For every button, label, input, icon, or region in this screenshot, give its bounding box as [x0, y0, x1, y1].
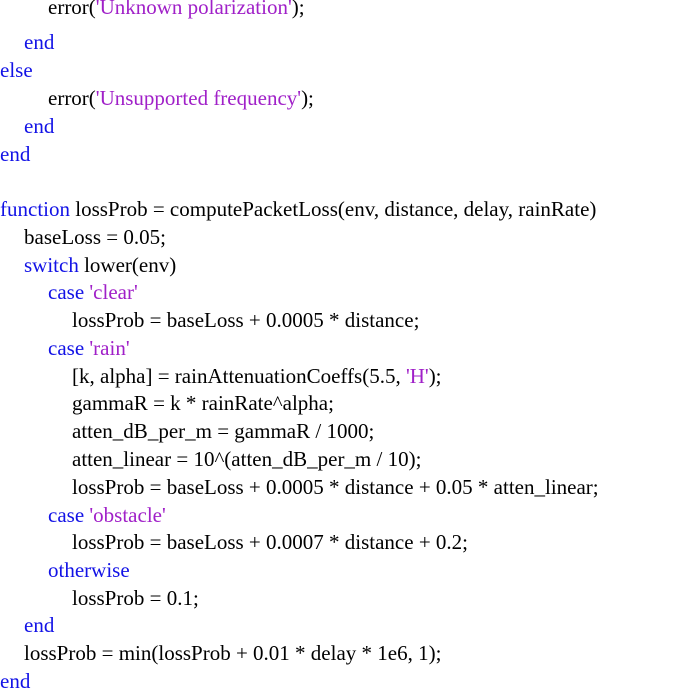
code-keyword: end — [0, 142, 31, 166]
code-string: 'rain' — [89, 336, 130, 360]
code-line — [0, 196, 596, 222]
code-keyword: otherwise — [48, 558, 130, 582]
code-line — [48, 0, 305, 20]
code-line — [24, 113, 54, 139]
code-line — [72, 307, 419, 333]
code-line — [72, 446, 421, 472]
code-text: atten_dB_per_m = gammaR / 1000; — [72, 419, 375, 443]
code-text: ); — [291, 0, 305, 19]
code-keyword: end — [0, 669, 31, 693]
code-line — [72, 529, 468, 555]
code-string: 'clear' — [89, 280, 138, 304]
code-keyword: else — [0, 58, 33, 82]
code-line — [24, 224, 166, 250]
code-keyword: case — [48, 280, 90, 304]
code-line — [24, 640, 441, 666]
code-line — [72, 390, 334, 416]
code-string: 'Unsupported frequency' — [95, 86, 302, 110]
code-keyword: switch — [24, 253, 79, 277]
code-line — [24, 29, 54, 55]
code-text: lossProb = baseLoss + 0.0007 * distance + 0.2; — [72, 530, 469, 554]
code-line — [48, 279, 138, 305]
code-line — [0, 57, 33, 83]
code-string: 'H' — [405, 364, 429, 388]
code-text: baseLoss = 0.05; — [24, 225, 166, 249]
code-line — [72, 363, 442, 389]
code-line — [0, 668, 30, 694]
code-line — [48, 557, 130, 583]
code-string: 'Unknown polarization' — [95, 0, 292, 19]
code-line — [24, 252, 176, 278]
code-text: gammaR = k * rainRate^alpha; — [72, 391, 334, 415]
code-line — [72, 474, 599, 500]
code-line — [72, 585, 199, 611]
code-text: lossProb = 0.1; — [72, 586, 199, 610]
code-line — [48, 502, 166, 528]
code-text: lossProb = min(lossProb + 0.01 * delay * 1e6, 1); — [24, 641, 442, 665]
code-text: lower(env) — [78, 253, 177, 277]
code-line — [48, 335, 130, 361]
code-line — [24, 612, 54, 638]
code-line — [0, 141, 30, 167]
code-text: error( — [48, 86, 96, 110]
code-line — [48, 85, 314, 111]
code-text: [k, alpha] = rainAttenuationCoeffs(5.5, — [72, 364, 406, 388]
code-text: ); — [301, 86, 314, 110]
code-text: atten_linear = 10^(atten_dB_per_m / 10); — [72, 447, 422, 471]
code-keyword: end — [24, 613, 55, 637]
code-keyword: function — [0, 197, 70, 221]
code-text: error( — [48, 0, 96, 19]
code-keyword: end — [24, 114, 55, 138]
code-keyword: case — [48, 336, 90, 360]
code-text: lossProb = baseLoss + 0.0005 * distance + 0.05 * atten_linear; — [72, 475, 599, 499]
code-text: lossProb = baseLoss + 0.0005 * distance; — [72, 308, 420, 332]
code-text: lossProb = computePacketLoss(env, distance, delay, rainRate) — [69, 197, 597, 221]
code-line — [72, 418, 374, 444]
code-keyword: end — [24, 30, 55, 54]
code-string: 'obstacle' — [89, 503, 166, 527]
code-text: ); — [428, 364, 442, 388]
code-keyword: case — [48, 503, 90, 527]
